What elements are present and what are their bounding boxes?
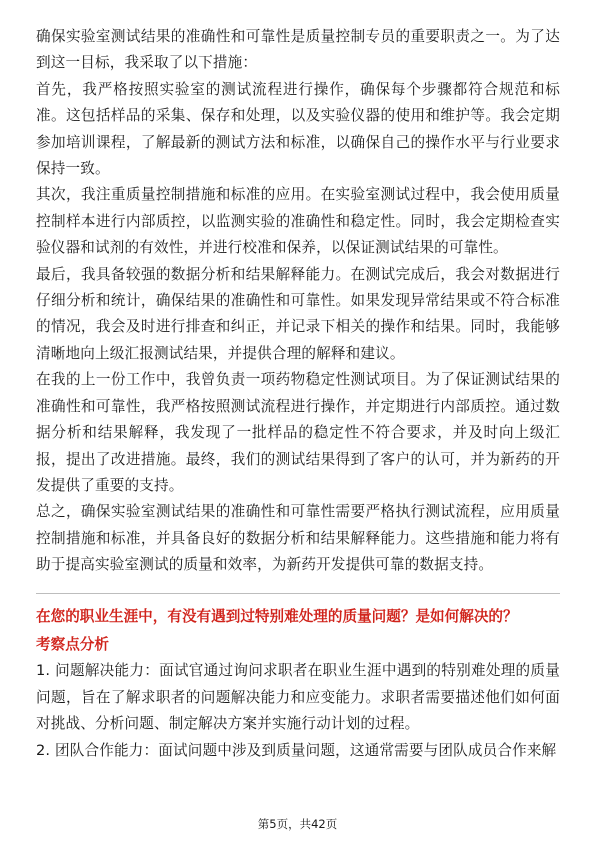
page-footer: 第5页，共42页: [257, 817, 338, 831]
paragraph-summary: 总之，确保实验室测试结果的准确性和可靠性需要严格执行测试流程，应用质量控制措施和标准，并具备良好的数据分析和结果解释能力。这些措施和能力将有助于提高实验室测试的质量和效率，为新药开发提供可靠的数据支持。: [36, 503, 560, 574]
analysis-point-1: 1. 问题解决能力：面试官通过询问求职者在职业生涯中遇到的特别难处理的质量问题，旨在了解求职者的问题解决能力和应变能力。求职者需要描述他们如何面对挑战、分析问题、制定解决方案并实施行动计划的过程。: [36, 662, 560, 733]
paragraph-second: 其次，我注重质量控制措施和标准的应用。在实验室测试过程中，我会使用质量控制样本进行内部质控，以监测实验的准确性和稳定性。同时，我会定期检查实验仪器和试剂的有效性，并进行校准和保养，以保证测试结果的可靠性。: [36, 186, 560, 257]
interview-question: 在您的职业生涯中，有没有遇到过特别难处理的质量问题？是如何解决的？: [36, 607, 518, 625]
paragraph-first: 首先，我严格按照实验室的测试流程进行操作，确保每个步骤都符合规范和标准。这包括样品的采集、保存和处理，以及实验仪器的使用和维护等。我会定期参加培训课程，了解最新的测试方法和标准，以确保自己的操作水平与行业要求保持一致。: [36, 80, 560, 178]
document-body: [36, 24, 560, 764]
section-title: 考察点分析: [36, 635, 109, 653]
analysis-point-2: 2. 团队合作能力：面试问题中涉及到质量问题，这通常需要与团队成员合作来解: [36, 741, 557, 759]
paragraph-experience: 在我的上一份工作中，我曾负责一项药物稳定性测试项目。为了保证测试结果的准确性和可靠性，我严格按照测试流程进行操作，并定期进行内部质控。通过数据分析和结果解释，我发现了一批样品的稳定性不符合要求，并及时向上级汇报，提出了改进措施。最终，我们的测试结果得到了客户的认可，并为新药的开发提供了重要的支持。: [36, 371, 560, 494]
intro-paragraph: 确保实验室测试结果的准确性和可靠性是质量控制专员的重要职责之一。为了达到这一目标，我采取了以下措施：: [36, 28, 560, 72]
section-divider: [36, 593, 560, 594]
paragraph-last: 最后，我具备较强的数据分析和结果解释能力。在测试完成后，我会对数据进行仔细分析和统计，确保结果的准确性和可靠性。如果发现异常结果或不符合标准的情况，我会及时进行排查和纠正，并记录下相关的操作和结果。同时，我能够清晰地向上级汇报测试结果，并提供合理的解释和建议。: [36, 265, 560, 362]
